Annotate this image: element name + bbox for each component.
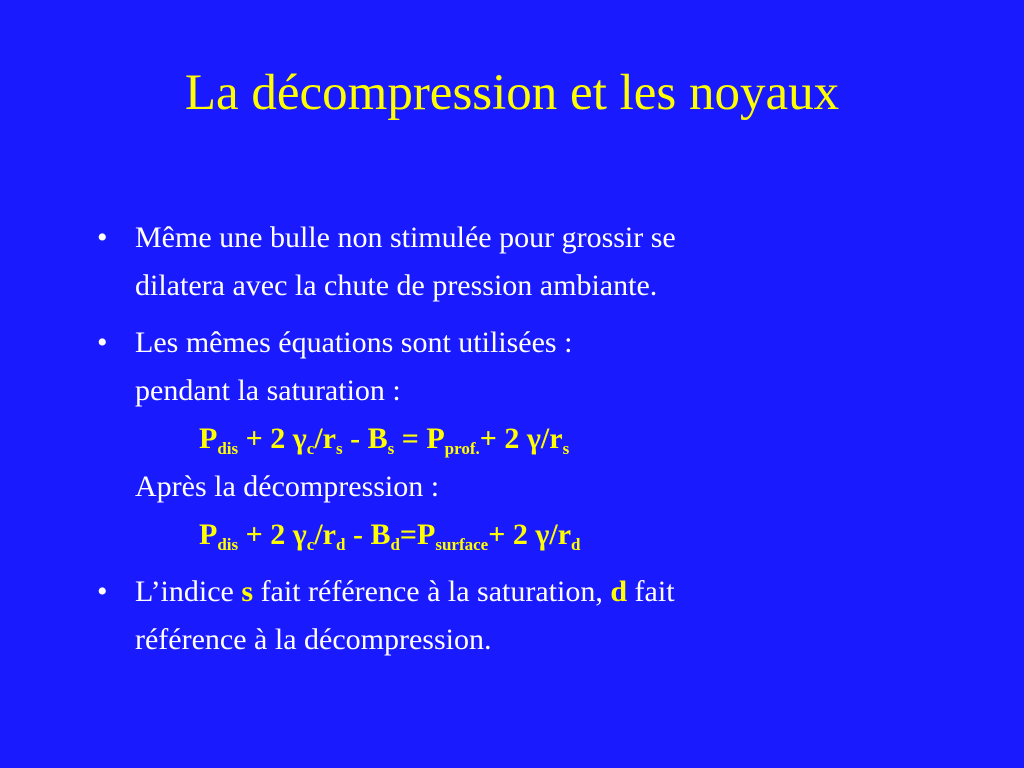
gamma-symbol: γ (292, 518, 307, 551)
gamma-symbol: γ (535, 518, 550, 551)
bullet-item-1 (97, 214, 917, 310)
bullet-list (97, 214, 917, 664)
gamma-symbol: γ (292, 422, 307, 455)
slide-title: La décompression et les noyaux (184, 65, 840, 121)
saturation-equation: $P_{dis} + 2$ $\gamma_c/r_s - B_s = P_{prof.}+ 2$ $\gamma/r_s$ (199, 422, 570, 458)
bullet-3-line-2: référence à la décompression. (135, 623, 492, 656)
bullet-icon: • (97, 326, 108, 359)
decompression-equation: $P_{dis} + 2$ $\gamma_c/r_d - B_d=P_{surface}+ 2$ $\gamma/r_d$ (199, 518, 581, 554)
bullet-2-line-1: Les mêmes équations sont utilisées : (135, 326, 573, 359)
bullet-1-line-1: Même une bulle non stimulée pour grossir se (135, 221, 676, 254)
decompression-index: d (610, 575, 628, 608)
bullet-2-line-2: pendant la saturation : (135, 374, 401, 407)
bullet-3-line-1: L’indice s fait référence à la saturation, d fait (135, 575, 675, 608)
gamma-symbol: γ (526, 422, 541, 455)
bullet-2-line-3: Après la décompression : (135, 470, 440, 503)
bullet-icon: • (97, 575, 108, 608)
bullet-icon: • (97, 221, 108, 254)
saturation-index: s (241, 575, 254, 608)
bullet-1-line-2: dilatera avec la chute de pression ambiante. (135, 269, 658, 302)
bullet-item-2 (97, 319, 917, 559)
bullet-item-3 (97, 568, 917, 664)
